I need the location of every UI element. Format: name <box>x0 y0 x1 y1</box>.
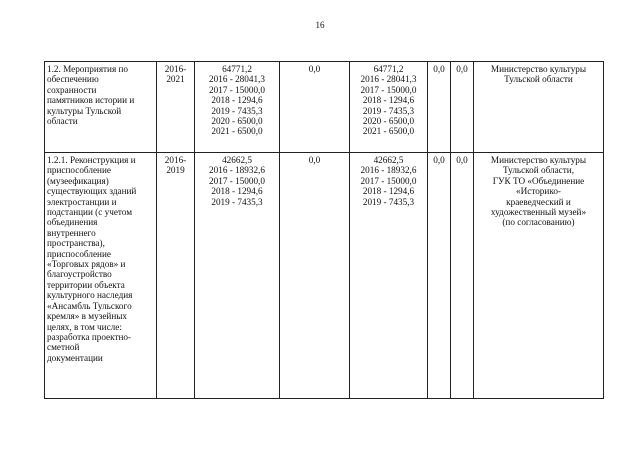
measure-name-cell <box>45 62 157 153</box>
municipal-funding-cell: 0,0 <box>428 62 451 153</box>
funding-line: 2017 - 15000,0 <box>209 175 265 186</box>
table-row <box>45 153 604 399</box>
measure-name-line: приспособление <box>47 248 111 259</box>
regional-funding-cell <box>350 153 428 399</box>
measure-name-line: кремля» в музейных <box>47 311 128 322</box>
funding-line: 2018 - 1294,6 <box>362 95 415 106</box>
measure-name-line: внутреннего <box>47 227 96 238</box>
executor-line: художественный музей» <box>490 207 587 218</box>
measure-name-line: подстанции (с учетом <box>47 207 133 218</box>
executor-line: ГУК ТО «Объединение <box>492 175 585 186</box>
years-line: 2021 <box>166 74 185 85</box>
measure-name-line: «Торговых рядов» и <box>47 259 126 270</box>
extrabudget-funding-cell: 0,0 <box>451 62 474 153</box>
funding-line: 2020 - 6500,0 <box>211 116 263 127</box>
measure-name-line: электростанции и <box>47 196 117 207</box>
funding-line: 2019 - 7435,3 <box>211 105 263 116</box>
years-line: 2019 <box>166 165 185 176</box>
total-funding-cell <box>195 62 280 153</box>
measure-name-line: культурного наследия <box>47 290 133 301</box>
extrabudget-funding-cell: 0,0 <box>451 153 474 399</box>
executor-line: Министерство культуры <box>490 155 587 165</box>
measure-name-line: объединения <box>47 217 98 228</box>
funding-line: 2017 - 15000,0 <box>360 175 417 186</box>
executor-line: Тульской области, <box>502 165 574 176</box>
executor-line: (по согласованию) <box>502 217 575 228</box>
funding-line: 64771,2 <box>373 64 404 74</box>
funding-line: 2019 - 7435,3 <box>362 196 415 207</box>
measure-name-line: (музеефикация) <box>47 175 109 186</box>
funding-line: 42662,5 <box>222 155 252 165</box>
measure-name-line: сметной <box>47 342 80 353</box>
funding-line: 2017 - 15000,0 <box>209 84 265 95</box>
measure-name-line: области <box>47 116 78 127</box>
funding-line: 2016 - 18932,6 <box>360 165 417 176</box>
program-table <box>44 61 604 399</box>
executor-line: Тульской области <box>504 74 573 85</box>
measure-name-line: существующих зданий <box>47 186 137 197</box>
funding-line: 64771,2 <box>222 64 252 74</box>
measure-name-line: приспособление <box>47 165 111 176</box>
years-cell <box>157 62 195 153</box>
funding-line: 42662,5 <box>373 155 404 165</box>
funding-line: 2017 - 15000,0 <box>360 84 417 95</box>
funding-line: 2021 - 6500,0 <box>211 126 263 137</box>
measure-name-line: документации <box>47 352 103 363</box>
measure-name-line: «Ансамбль Тульского <box>47 300 132 311</box>
measure-name-line: памятников истории и <box>47 95 135 106</box>
funding-line: 2019 - 7435,3 <box>211 196 263 207</box>
funding-line: 2016 - 18932,6 <box>209 165 265 176</box>
measure-name-line: 1.2. Мероприятия по <box>47 64 129 74</box>
federal-funding-cell: 0,0 <box>280 62 350 153</box>
measure-name-line: благоустройство <box>47 269 112 280</box>
funding-line: 2021 - 6500,0 <box>362 126 415 137</box>
executor-line: краеведческий и <box>506 196 571 207</box>
page-number: 16 <box>315 20 325 30</box>
table-row <box>45 62 604 153</box>
total-funding-cell <box>195 153 280 399</box>
funding-line: 2016 - 28041,3 <box>209 74 265 85</box>
measure-name-line: культуры Тульской <box>47 105 122 116</box>
executor-line: «Историко- <box>516 186 561 197</box>
funding-line: 2019 - 7435,3 <box>362 105 415 116</box>
funding-line: 2016 - 28041,3 <box>360 74 417 85</box>
funding-line: 2018 - 1294,6 <box>211 186 263 197</box>
measure-name-line: разработка проектно- <box>47 331 132 342</box>
measure-name-cell <box>45 153 157 399</box>
funding-line: 2018 - 1294,6 <box>211 95 263 106</box>
measure-name-line: 1.2.1. Реконструкция и <box>47 155 136 165</box>
years-line: 2016- <box>164 64 187 74</box>
measure-name-line: обеспечению <box>47 74 99 85</box>
measure-name-line: территории объекта <box>47 279 125 290</box>
years-line: 2016- <box>164 155 187 165</box>
funding-line: 2018 - 1294,6 <box>362 186 415 197</box>
federal-funding-cell: 0,0 <box>280 153 350 399</box>
executor-cell <box>474 153 604 399</box>
measure-name-line: целях, в том числе: <box>47 321 122 332</box>
measure-name-line: пространства), <box>47 238 105 249</box>
executor-line: Министерство культуры <box>490 64 587 74</box>
executor-cell <box>474 62 604 153</box>
years-cell <box>157 153 195 399</box>
municipal-funding-cell: 0,0 <box>428 153 451 399</box>
funding-line: 2020 - 6500,0 <box>362 116 415 127</box>
regional-funding-cell <box>350 62 428 153</box>
measure-name-line: сохранности <box>47 84 97 95</box>
